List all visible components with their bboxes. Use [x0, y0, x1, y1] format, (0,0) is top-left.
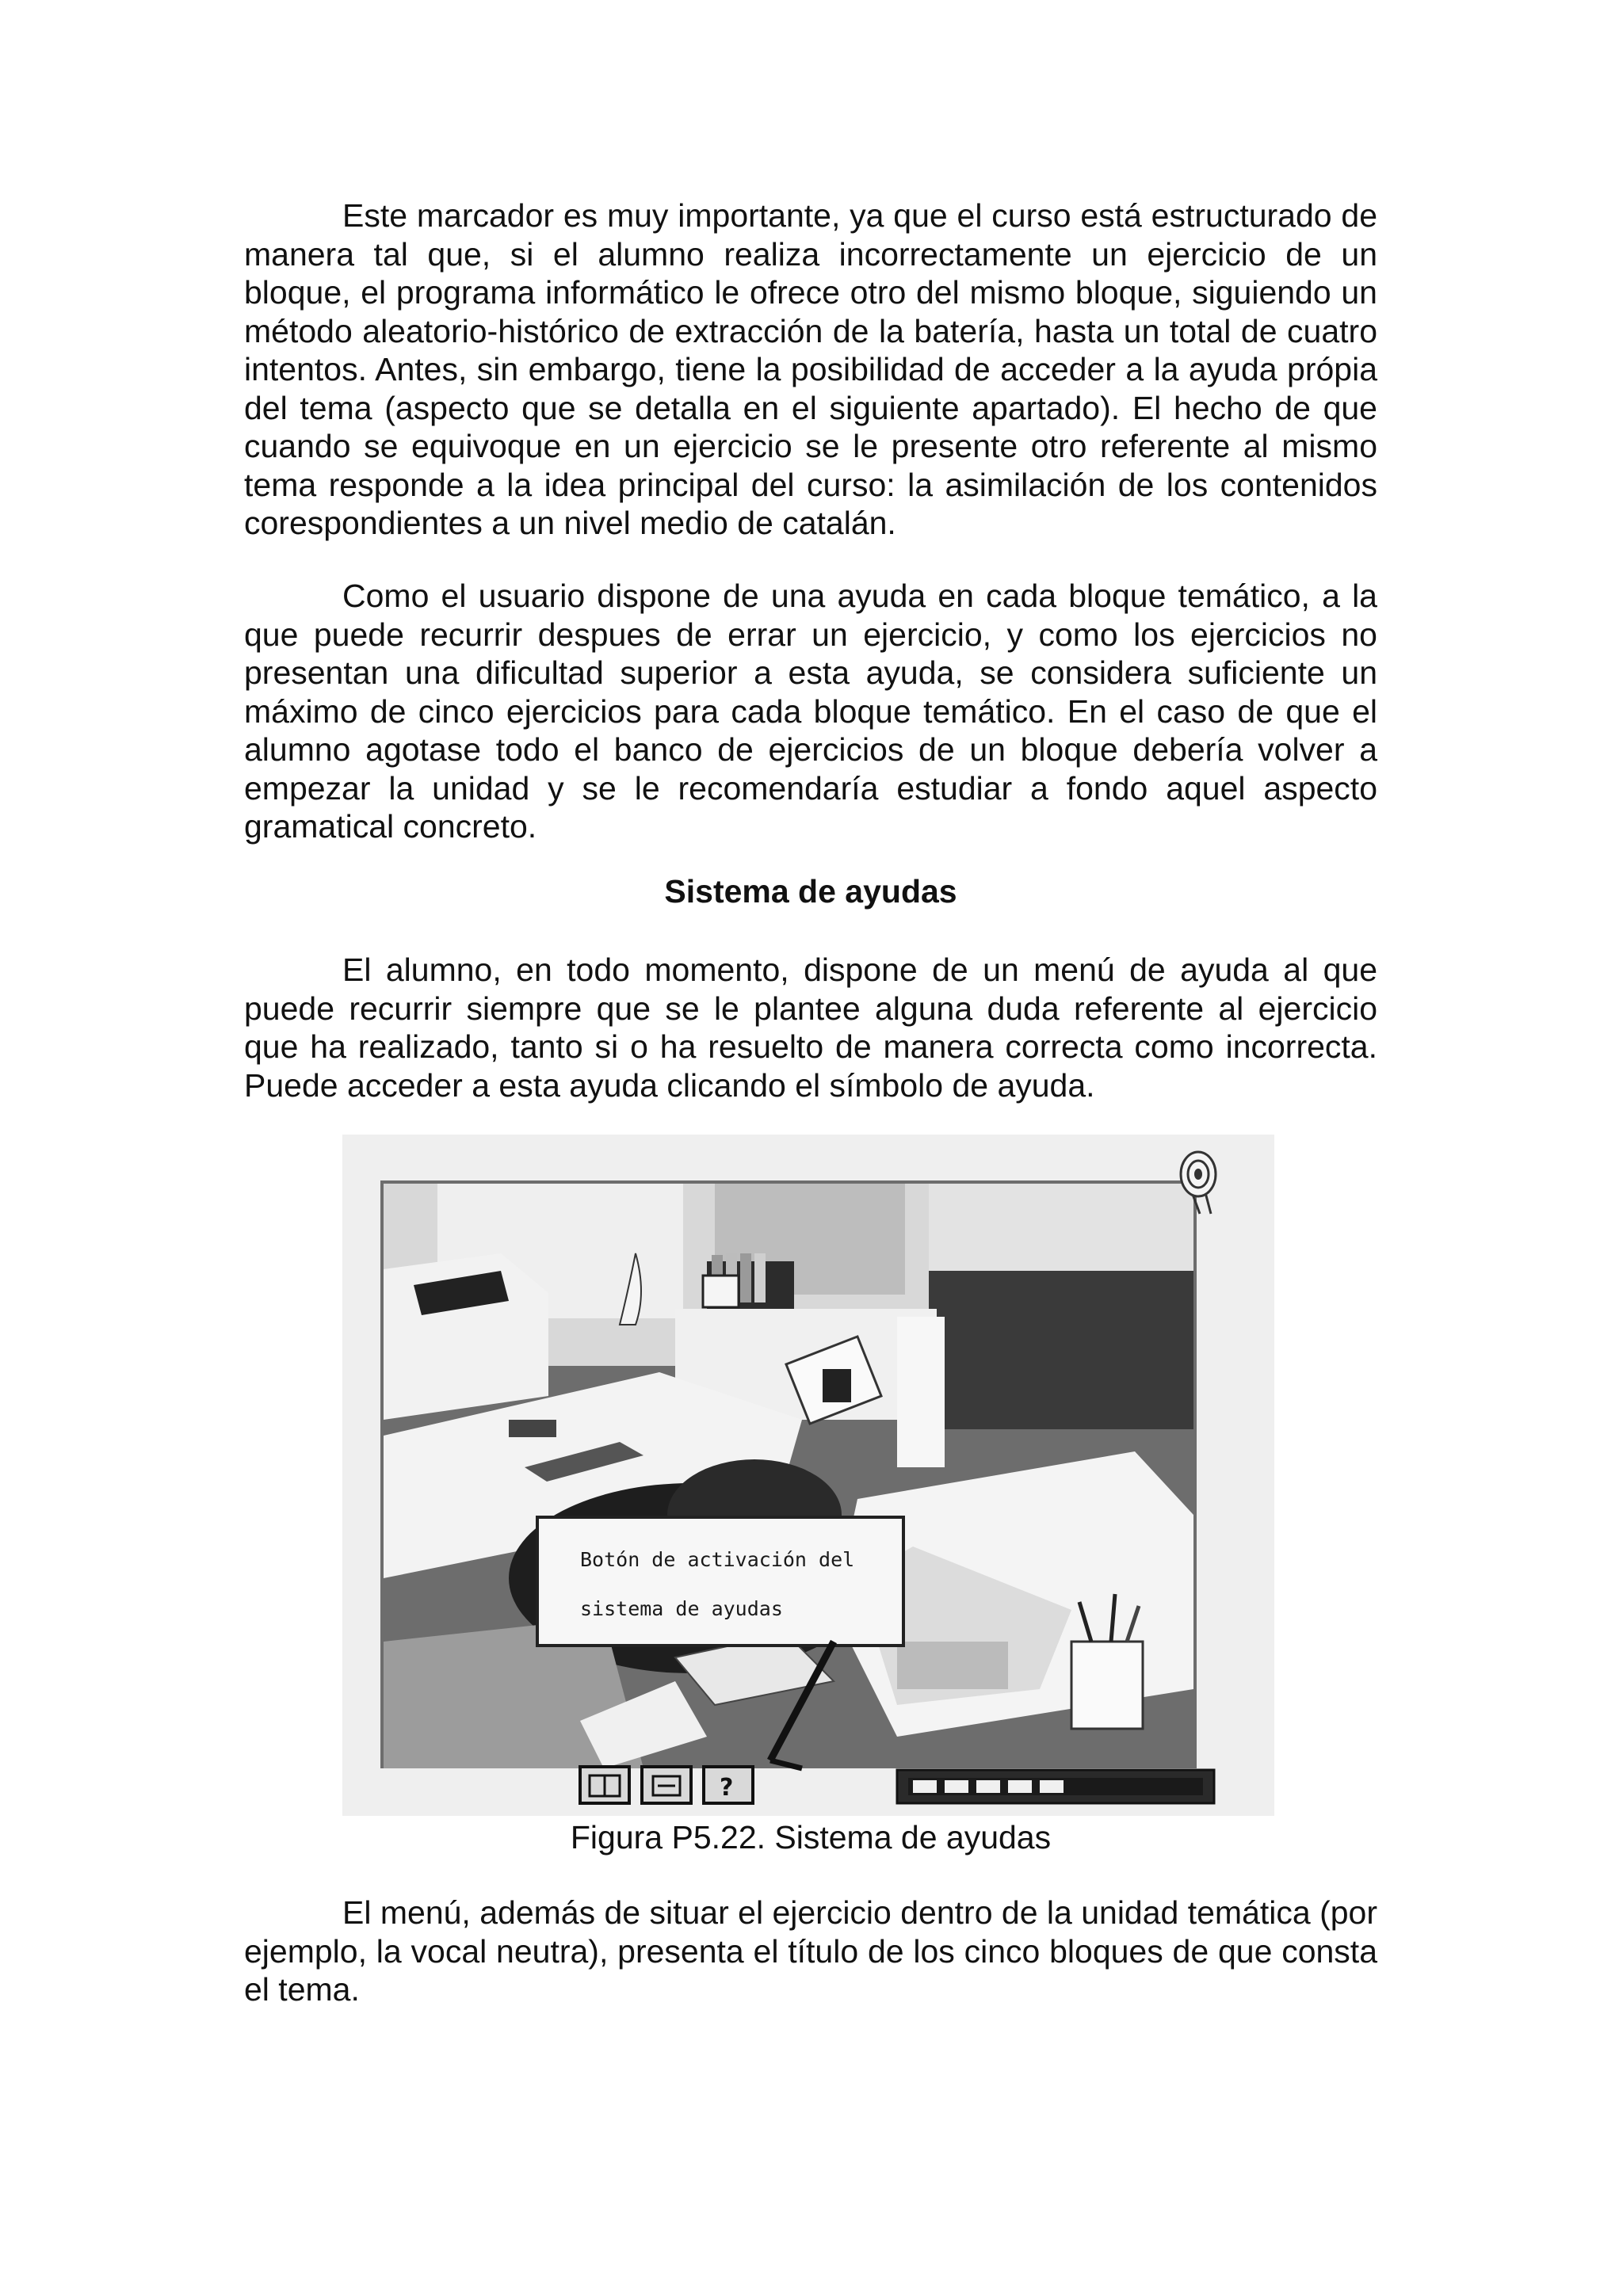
- office-photo: [380, 1180, 1197, 1768]
- progress-segment: [1008, 1780, 1032, 1793]
- progress-segment: [1040, 1780, 1064, 1793]
- callout-line-2: sistema de ayudas: [580, 1597, 783, 1620]
- paragraph-menu-ayuda: El alumno, en todo momento, dispone de un menú de ayuda al que puede recurrir siempre que se le plantee alguna duda referente al ejercicio que ha realizado, tanto si o ha resuelto de manera correcta como incorrecta. Puede acceder a esta ayuda clicando el símbolo de ayuda.: [244, 952, 1377, 1104]
- figure-caption: Figura P5.22. Sistema de ayudas: [570, 1819, 1052, 1855]
- paragraph-ayuda-bloque: Como el usuario dispone de una ayuda en cada bloque temático, a la que puede recurrir despues de errar un ejercicio, y como los ejercicios no presentan una dificultad superior a esta ayuda, se considera suficiente un máximo de cinco ejercicios para cada bloque temático. En el caso de que el alumno agotase todo el banco de ejercicios de un bloque debería volver a empezar la unidad y se le recomendaría estudiar a fondo aquel aspecto gramatical concreto.: [244, 578, 1377, 845]
- progress-segment: [913, 1780, 937, 1793]
- progress-bar: [897, 1770, 1214, 1803]
- figure-sistema-ayudas: [342, 1135, 1274, 1816]
- paragraph-marcador: Este marcador es muy importante, ya que el curso está estructurado de manera tal que, si el alumno realiza incorrectamente un ejercicio de un bloque, el programa informático le ofrece otro del mismo bloque, siguiendo un método aleatorio-histórico de extracción de la batería, hasta un total de cuatro intentos. Antes, sin embargo, tiene la posibilidad de acceder a la ayuda própia del tema (aspecto que se detalla en el siguiente apartado). El hecho de que cuando se equivoque en un ejercicio se le presente otro referente al mismo tema responde a la idea principal del curso: la asimilación de los contenidos corespondientes a un nivel medio de catalán.: [244, 197, 1377, 541]
- toolbar: [580, 1767, 1214, 1803]
- section-heading: Sistema de ayudas: [664, 873, 957, 910]
- list-button[interactable]: [642, 1767, 691, 1803]
- callout-line-1: Botón de activación del: [580, 1548, 855, 1571]
- callout-box: [537, 1517, 903, 1646]
- progress-segment: [976, 1780, 1000, 1793]
- progress-segment: [945, 1780, 968, 1793]
- book-button[interactable]: [580, 1767, 629, 1803]
- help-icon: ?: [720, 1774, 734, 1802]
- paragraph-menu-bloques: El menú, además de situar el ejercicio dentro de la unidad temática (por ejemplo, la vocal neutra), presenta el título de los cinco bloques de que consta el tema.: [244, 1894, 1377, 2008]
- help-button[interactable]: [704, 1767, 753, 1803]
